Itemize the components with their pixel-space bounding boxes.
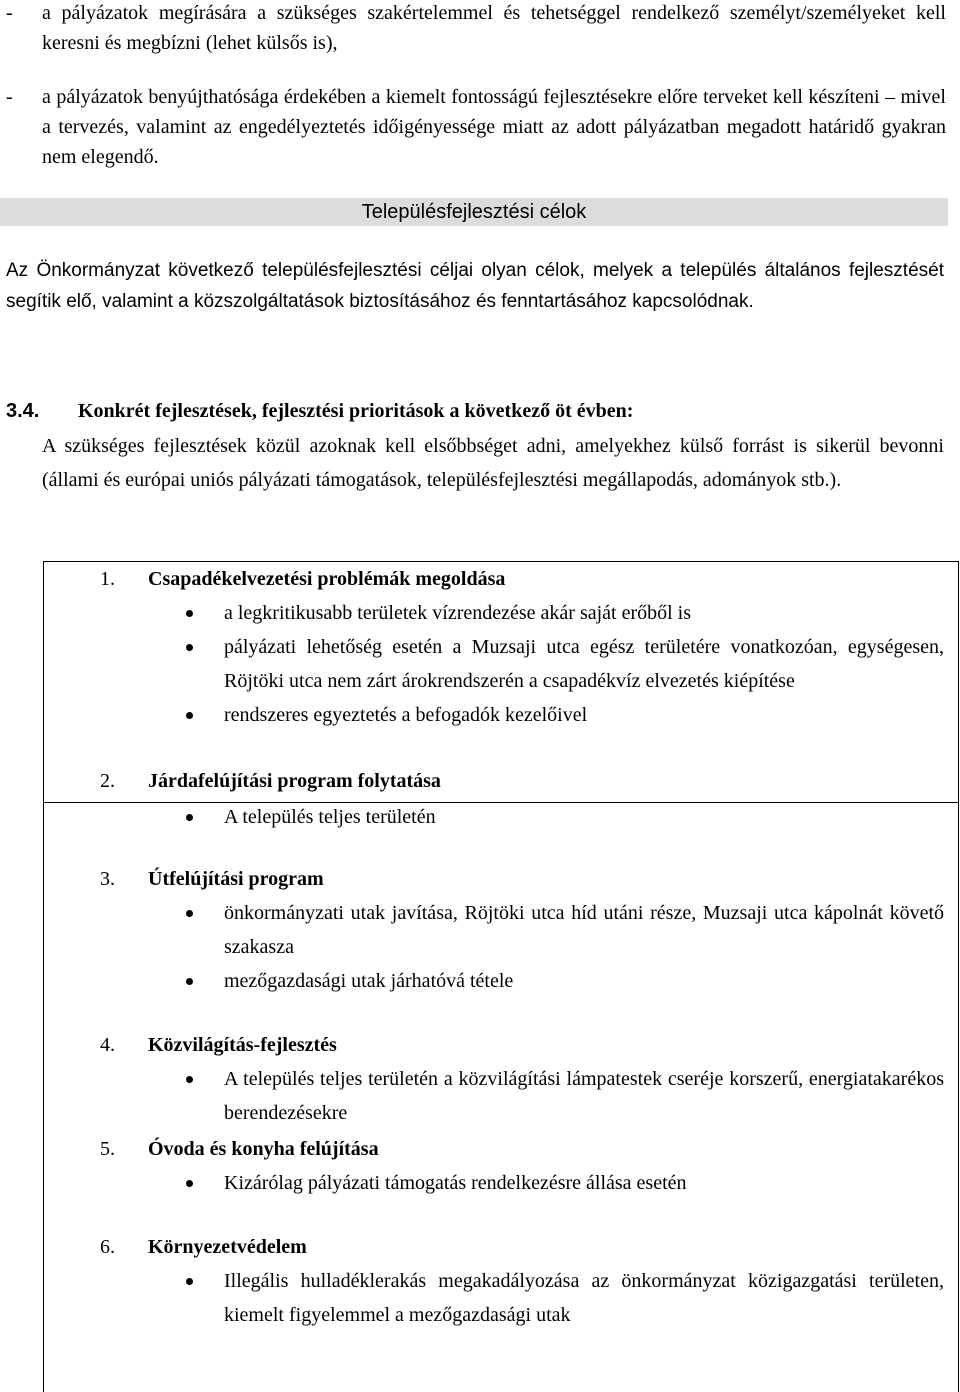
goal-item [100, 766, 944, 834]
intro-dash-list [0, 0, 960, 172]
goal-item [100, 1030, 944, 1130]
dash-marker: - [6, 86, 13, 108]
goal-bullet [100, 1264, 944, 1332]
list-item-text: a pályázatok megírására a szükséges szakértelemmel és tehetséggel rendelkező személyt/személyeket kell keresni és megbízni (lehet külsős is), [42, 2, 946, 54]
bullet-text: rendszeres egyeztetés a befogadók kezelőivel [224, 704, 588, 726]
bullet-dot-icon [186, 910, 193, 917]
subsection-body: A szükséges fejlesztések közül azoknak kell elsőbbséget adni, amelyekhez külső forrást is sikerül bevonni (állami és európai uniós pályázati támogatások, településfejlesztési megállapodás, adományok stb.). [42, 435, 944, 491]
bullet-text: a legkritikusabb területek vízrendezése akár saját erőből is [224, 602, 692, 624]
goal-heading [100, 1030, 944, 1060]
bullet-text: A település teljes területén a közvilágítási lámpatestek cseréje korszerű, energiatakarékos berendezésekre [224, 1068, 944, 1124]
goal-number: 3. [100, 868, 115, 890]
bullet-dot-icon [186, 978, 193, 985]
goal-title: Környezetvédelem [148, 1236, 307, 1258]
goal-item [100, 864, 944, 998]
goal-item [100, 564, 944, 732]
goal-bullet [100, 1062, 944, 1130]
goal-heading [100, 864, 944, 894]
goal-title: Járdafelújítási program folytatása [148, 770, 441, 792]
goal-heading [100, 1232, 944, 1262]
goal-bullet [100, 596, 944, 630]
goal-number: 6. [100, 1236, 115, 1258]
list-item [0, 0, 960, 58]
bullet-dot-icon [186, 644, 193, 651]
goal-item [100, 1134, 944, 1200]
goal-title: Óvoda és konyha felújítása [148, 1138, 379, 1160]
goal-heading [100, 1134, 944, 1164]
bullet-dot-icon [186, 712, 193, 719]
bullet-text: mezőgazdasági utak járhatóvá tétele [224, 970, 514, 992]
bullet-text: Kizárólag pályázati támogatás rendelkezésre állása esetén [224, 1172, 687, 1194]
goal-heading [100, 564, 944, 594]
goal-bullet [100, 630, 944, 698]
section-heading: Településfejlesztési célok [0, 198, 948, 226]
list-item-text: a pályázatok benyújthatósága érdekében a kiemelt fontosságú fejlesztésekre előre terveket kell készíteni – mivel a tervezés, valamint az engedélyeztetés időigényessége miatt az adott pályázatban megadott határidő gyakran nem elegendő. [42, 86, 946, 168]
goal-number: 5. [100, 1138, 115, 1160]
bullet-text: pályázati lehetőség esetén a Muzsaji utca egész területére vonatkozóan, egységesen, Röjtöki utca nem zárt árokrendszerén a csapadékvíz elvezetés kiépítése [224, 636, 944, 692]
subsection-heading [6, 396, 946, 426]
goal-number: 2. [100, 770, 115, 792]
dash-marker: - [6, 2, 13, 24]
subsection-title: Konkrét fejlesztések, fejlesztési prioritások a következő öt évben: [78, 400, 634, 422]
subsection-number: 3.4. [6, 400, 40, 422]
list-item [0, 82, 960, 172]
goal-bullet [100, 698, 944, 732]
goal-title: Közvilágítás-fejlesztés [148, 1034, 337, 1056]
bullet-text: Illegális hulladéklerakás megakadályozása az önkormányzat közigazgatási területen, kiemelt figyelemmel a mezőgazdasági utak [224, 1270, 944, 1326]
goal-number: 1. [100, 568, 115, 590]
goal-item [100, 1232, 944, 1332]
bullet-text: A település teljes területén [224, 806, 436, 828]
intro-paragraph: Az Önkormányzat következő településfejlesztési céljai olyan célok, melyek a település általános fejlesztését segítik elő, valamint a közszolgáltatások biztosításához és fenntartásához kapcsolódnak. [6, 260, 944, 312]
bullet-dot-icon [186, 814, 193, 821]
goal-heading [100, 766, 944, 796]
goal-bullet [100, 896, 944, 964]
bullet-dot-icon [186, 1180, 193, 1187]
goal-number: 4. [100, 1034, 115, 1056]
bullet-dot-icon [186, 1076, 193, 1083]
bullet-text: önkormányzati utak javítása, Röjtöki utca híd utáni része, Muzsaji utca kápolnát követő szakasza [224, 902, 944, 958]
goal-title: Csapadékelvezetési problémák megoldása [148, 568, 506, 590]
bullet-dot-icon [186, 610, 193, 617]
goals-list [100, 564, 944, 1332]
goal-bullet [100, 964, 944, 998]
goal-title: Útfelújítási program [148, 868, 324, 890]
goal-bullet [100, 1166, 944, 1200]
bullet-dot-icon [186, 1278, 193, 1285]
goal-bullet [100, 800, 944, 834]
